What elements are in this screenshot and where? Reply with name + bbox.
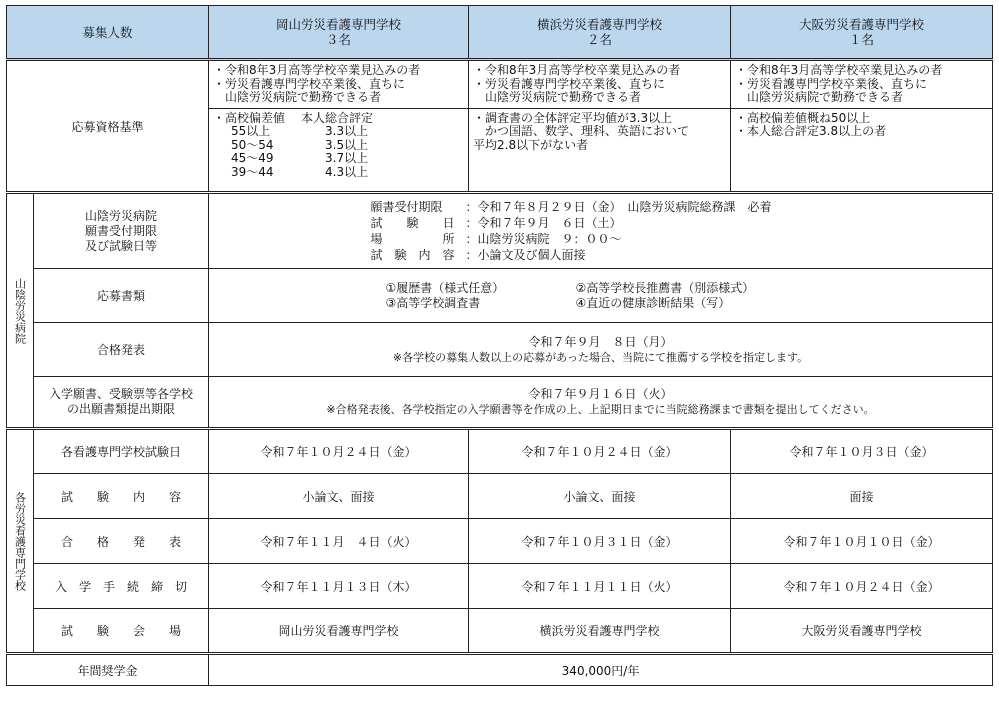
scholarship-label: 年間奨学金 [7,654,209,686]
criteria-okayama [209,60,469,193]
documents-row [7,269,993,323]
school-row-value: 令和７年１１月１１日（火） [469,564,731,609]
schedule-label: 山陰労災病院 願書受付期限 及び試験日等 [34,193,209,269]
criteria-okayama-top: ・令和8年3月高等学校卒業見込みの者 ・労災看護専門学校卒業後、直ちに 山陰労災病院で勤務できる者 [213,63,421,104]
school-row-label: 合 格 発 表 [34,519,209,564]
school-row-value: 令和７年１０月２４日（金） [469,429,731,474]
school-row-value: 面接 [731,474,993,519]
submission-row [7,377,993,429]
sanin-side-label: 山陰労災病院 [7,193,34,429]
school-row-label: 各看護専門学校試験日 [34,429,209,474]
submission-label: 入学願書、受験票等各学校 の出願書類提出期限 [34,377,209,429]
school-row-value: 令和７年１１月 ４日（火） [209,519,469,564]
school-row-value: 令和７年１０月２４日（金） [209,429,469,474]
recruitment-table [6,5,993,686]
school-row [7,609,993,654]
scholarship-value: 340,000円/年 [209,654,993,686]
school-row-value: 横浜労災看護専門学校 [469,609,731,654]
school-row-label: 入 学 手 続 締 切 [34,564,209,609]
school-row-value: 大阪労災看護専門学校 [731,609,993,654]
criteria-osaka: ・令和8年3月高等学校卒業見込みの者 ・労災看護専門学校卒業後、直ちに 山陰労災病院で勤務できる者 ・高校偏差値概ね50以上 ・本人総合評定3.8以上の者 [731,60,993,193]
school-row [7,429,993,474]
school-row-value: 令和７年１０月２４日（金） [731,564,993,609]
school-row-value: 令和７年１０月１０日（金） [731,519,993,564]
school-header-yokohama: 横浜労災看護専門学校 ２名 [469,6,731,60]
school-row-value: 令和７年１０月３日（金） [731,429,993,474]
school-row-value: 令和７年１０月３１日（金） [469,519,731,564]
school-row-label: 試 験 内 容 [34,474,209,519]
criteria-label: 応募資格基準 [7,60,209,193]
criteria-yokohama: ・令和8年3月高等学校卒業見込みの者 ・労災看護専門学校卒業後、直ちに 山陰労災病院で勤務できる者 ・調査書の全体評定平均値が3.3以上 かつ国語、数学、理科、英語において 平均2.8以下がない者 [469,60,731,193]
recruit-count-heading: 募集人数 [7,6,209,60]
header-row [7,6,993,60]
sanin-result-row [7,323,993,377]
school-row [7,519,993,564]
sanin-result-label: 合格発表 [34,323,209,377]
submission-details: 令和７年９月１６日（火） ※合格発表後、各学校指定の入学願書等を作成の上、上記期日までに当院総務課まで書類を提出してください。 [209,377,993,429]
grade-table: ・高校偏差値 本人総合評定 55以上 3.3以上 50～54 3.5以上 45～49 3.7以上 39～44 4.3以上 [213,110,374,179]
school-row-value: 令和７年１１月１３日（木） [209,564,469,609]
school-row-value: 小論文、面接 [469,474,731,519]
school-header-okayama: 岡山労災看護専門学校 ３名 [209,6,469,60]
sanin-result-details: 令和７年９月 ８日（月） ※各学校の募集人数以上の応募があった場合、当院にて推薦する学校を指定します。 [209,323,993,377]
school-row [7,564,993,609]
documents-list: ①履歴書（様式任意） ②高等学校長推薦書（別添様式） ③高等学校調査書 ④直近の健康診断結果（写） [209,269,993,323]
school-row-value: 小論文、面接 [209,474,469,519]
school-row-label: 試 験 会 場 [34,609,209,654]
school-row [7,474,993,519]
criteria-row [7,60,993,193]
schedule-row [7,193,993,269]
school-row-value: 岡山労災看護専門学校 [209,609,469,654]
schools-side-label: 各労災看護専門学校 [7,429,34,654]
schedule-details: 願書受付期限 ： 令和７年８月２９日（金） 山陰労災病院総務課 必着 試 験 日 ： 令和７年９月 ６日（土） 場 所 ： 山陰労災病院 ９：００～ 試 験 内 容 ： 小論文及び個人面接 [209,193,993,269]
scholarship-row [7,654,993,686]
school-header-osaka: 大阪労災看護専門学校 １名 [731,6,993,60]
documents-label: 応募書類 [34,269,209,323]
